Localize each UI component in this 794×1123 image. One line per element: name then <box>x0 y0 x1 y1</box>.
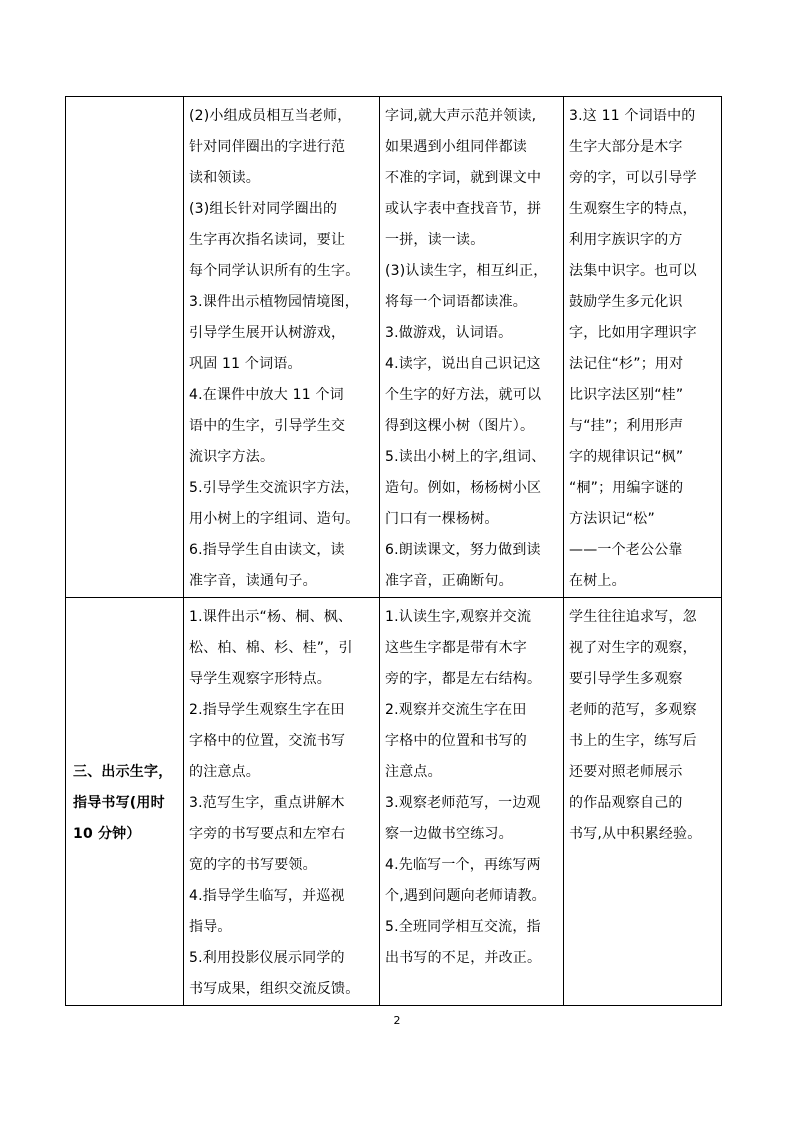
cell-text-line: 注意点。 <box>385 764 442 780</box>
cell-text-line: 旁的字，都是左右结构。 <box>385 671 542 687</box>
cell-text-line: 察一边做书空练习。 <box>385 826 513 842</box>
cell-text-line: 的作品观察自己的 <box>569 795 683 811</box>
cell-text-line: 宽的字的书写要领。 <box>189 857 317 873</box>
cell-text-line: 生字再次指名读词，要让 <box>189 232 346 248</box>
cell-text-line: 与“挂”；利用形声 <box>569 418 684 434</box>
cell-text-line: 3.范写生字，重点讲解木 <box>189 795 345 811</box>
cell-text-line: 5.引导学生交流识字方法， <box>189 480 359 496</box>
cell-text-line: 字格中的位置和书写的 <box>385 733 527 749</box>
cell-text-line: 巩固 11 个词语。 <box>189 356 302 372</box>
student-activity-cell <box>380 598 564 1006</box>
cell-text-line: 流识字方法。 <box>189 449 275 465</box>
cell-text-line: 视了对生字的观察， <box>569 640 697 656</box>
cell-text-line: 的注意点。 <box>189 764 260 780</box>
cell-text-line: 在树上。 <box>569 573 626 589</box>
stage-cell <box>66 97 184 598</box>
cell-text-line: 3.做游戏，认词语。 <box>385 325 513 341</box>
cell-text-line: 门口有一棵杨树。 <box>385 511 499 527</box>
cell-text-line: 引导学生展开认树游戏， <box>189 325 346 341</box>
table-row <box>66 598 722 1006</box>
cell-text-line: 6.朗读课文，努力做到读 <box>385 542 541 558</box>
cell-text-line: 字，比如用字理识字 <box>569 325 697 341</box>
cell-text-line: 4.在课件中放大 11 个词 <box>189 387 344 403</box>
cell-text-line: 每个同学认识所有的生字。 <box>189 263 360 279</box>
cell-text-line: 生字大部分是木字 <box>569 139 683 155</box>
cell-text-line: 6.指导学生自由读文，读 <box>189 542 345 558</box>
cell-text-line: ——一个老公公靠 <box>569 542 683 558</box>
cell-text-line: 比识字法区别“桂” <box>569 387 684 403</box>
cell-text-line: 将每一个词语都读准。 <box>385 294 527 310</box>
cell-text-line: 或认字表中查找音节，拼 <box>385 201 542 217</box>
cell-text-line: 造句。例如，杨杨树小区 <box>385 480 542 496</box>
cell-text-line: 还要对照老师展示 <box>569 764 683 780</box>
cell-text-line: 不准的字词，就到课文中 <box>385 170 542 186</box>
cell-text-line: 这些生字都是带有木字 <box>385 640 527 656</box>
table-row <box>66 97 722 598</box>
cell-text-line: 鼓励学生多元化识 <box>569 294 683 310</box>
cell-text-line: 书上的生字，练写后 <box>569 733 697 749</box>
design-note-cell <box>564 598 722 1006</box>
cell-text-line: 用小树上的字组词、造句。 <box>189 511 360 527</box>
cell-text-line: 法记住“杉”；用对 <box>569 356 684 372</box>
cell-text-line: (2)小组成员相互当老师， <box>189 108 352 124</box>
cell-text-line: 4.读字，说出自己识记这 <box>385 356 541 372</box>
cell-text-line: 书写成果，组织交流反馈。 <box>189 981 360 997</box>
cell-text-line: 字词,就大声示范并领读, <box>385 108 537 124</box>
cell-text-line: 导学生观察字形特点。 <box>189 671 331 687</box>
cell-text-line: 要引导学生多观察 <box>569 671 683 687</box>
cell-text-line: 方法识记“松” <box>569 511 655 527</box>
cell-text-line: 读和领读。 <box>189 170 260 186</box>
cell-text-line: 出书写的不足，并改正。 <box>385 950 542 966</box>
cell-text-line: 1.认读生字,观察并交流 <box>385 609 532 625</box>
cell-text-line: 3.观察老师范写，一边观 <box>385 795 541 811</box>
student-activity-cell <box>380 97 564 598</box>
cell-text-line: 个,遇到问题向老师请教。 <box>385 888 546 904</box>
lesson-plan-table <box>65 96 722 1006</box>
cell-text-line: 得到这棵小树（图片）。 <box>385 418 535 434</box>
cell-text-line: 法集中识字。也可以 <box>569 263 697 279</box>
cell-text-line: 指导书写(用时 <box>73 795 165 811</box>
cell-text-line: 10 分钟） <box>73 826 141 842</box>
cell-text-line: 三、出示生字， <box>73 764 173 780</box>
cell-text-line: 学生往往追求写，忽 <box>569 609 697 625</box>
cell-text-line: 针对同伴圈出的字进行范 <box>189 139 346 155</box>
cell-text-line: 3.这 11 个词语中的 <box>569 108 696 124</box>
cell-text-line: 指导。 <box>189 919 232 935</box>
cell-text-line: (3)认读生字，相互纠正， <box>385 263 548 279</box>
cell-text-line: 利用字族识字的方 <box>569 232 683 248</box>
stage-cell <box>66 598 184 1006</box>
teacher-activity-cell <box>184 598 380 1006</box>
cell-text-line: 一拼，读一读。 <box>385 232 485 248</box>
cell-text-line: (3)组长针对同学圈出的 <box>189 201 338 217</box>
cell-text-line: 个生字的好方法，就可以 <box>385 387 542 403</box>
cell-text-line: 书写,从中积累经验。 <box>569 826 702 842</box>
cell-text-line: 2.指导学生观察生字在田 <box>189 702 345 718</box>
cell-text-line: 老师的范写，多观察 <box>569 702 697 718</box>
cell-text-line: 4.指导学生临写，并巡视 <box>189 888 345 904</box>
cell-text-line: 3.课件出示植物园情境图， <box>189 294 359 310</box>
cell-text-line: 准字音，正确断句。 <box>385 573 513 589</box>
page-number: 2 <box>393 1014 401 1027</box>
cell-text-line: 旁的字，可以引导学 <box>569 170 697 186</box>
cell-text-line: 5.利用投影仪展示同学的 <box>189 950 345 966</box>
teacher-activity-cell <box>184 97 380 598</box>
cell-text-line: 如果遇到小组同伴都读 <box>385 139 527 155</box>
cell-text-line: 2.观察并交流生字在田 <box>385 702 527 718</box>
cell-text-line: “桐”；用编字谜的 <box>569 480 684 496</box>
cell-text-line: 生观察生字的特点， <box>569 201 697 217</box>
design-note-cell <box>564 97 722 598</box>
cell-text-line: 字格中的位置，交流书写 <box>189 733 346 749</box>
cell-text-line: 4.先临写一个，再练写两 <box>385 857 541 873</box>
cell-text-line: 语中的生字，引导学生交 <box>189 418 346 434</box>
cell-text-line: 5.全班同学相互交流，指 <box>385 919 541 935</box>
cell-text-line: 松、柏、棉、杉、桂”，引 <box>189 640 353 656</box>
cell-text-line: 字旁的书写要点和左窄右 <box>189 826 346 842</box>
cell-text-line: 1.课件出示“杨、桐、枫、 <box>189 609 353 625</box>
cell-text-line: 5.读出小树上的字,组词、 <box>385 449 546 465</box>
cell-text-line: 字的规律识记“枫” <box>569 449 684 465</box>
cell-text-line: 准字音，读通句子。 <box>189 573 317 589</box>
